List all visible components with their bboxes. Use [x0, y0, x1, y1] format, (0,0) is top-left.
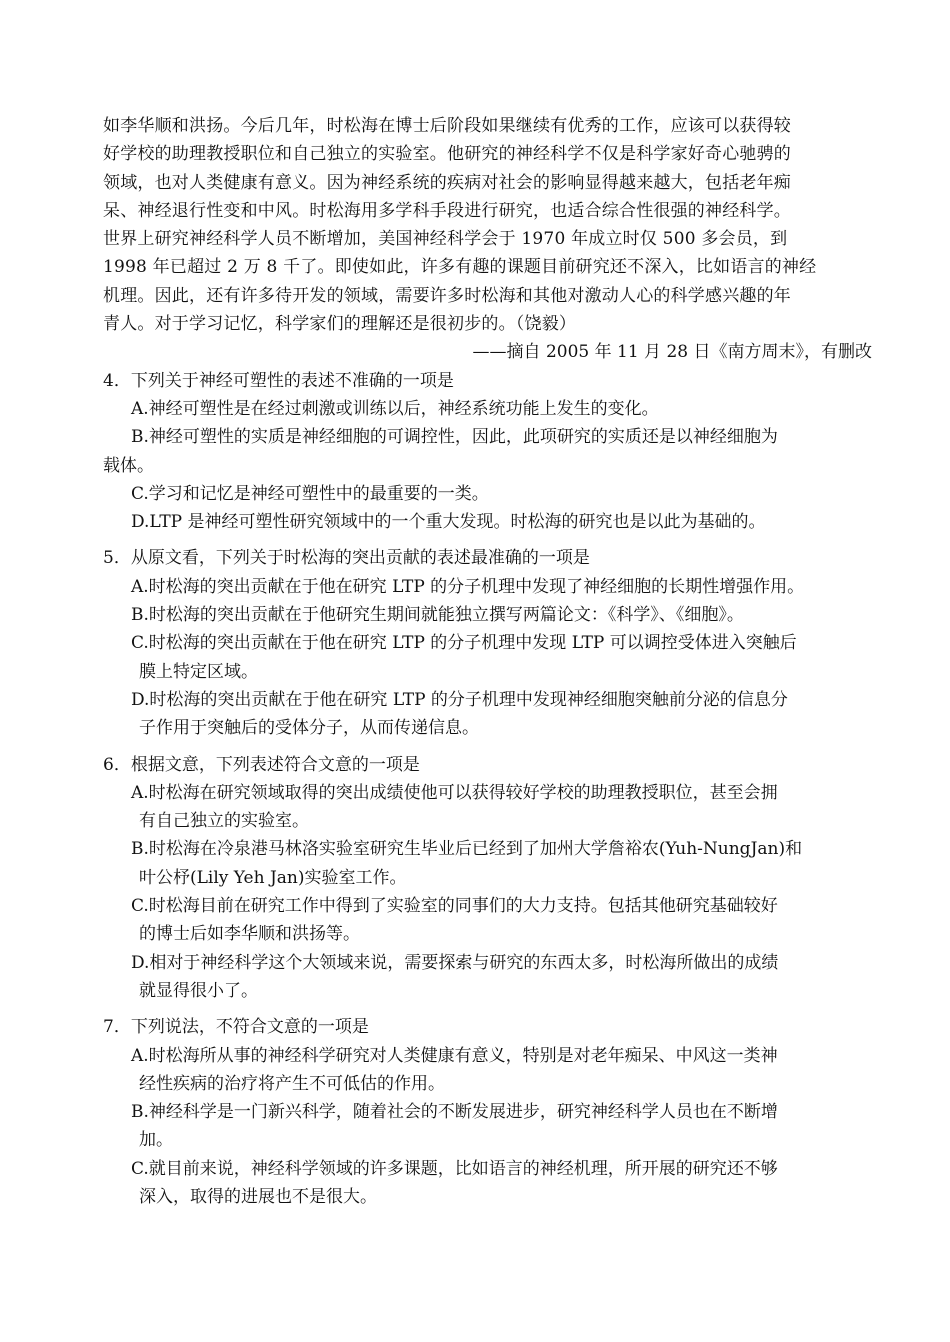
question-stem: 5．从原文看，下列关于时松海的突出贡献的表述最准确的一项是 [103, 548, 590, 569]
option-text: D.LTP 是神经可塑性研究领域中的一个重大发现。时松海的研究也是以此为基础的。 [131, 512, 766, 533]
option-c [103, 629, 872, 686]
passage-text [103, 112, 872, 338]
option-text: B.时松海的突出贡献在于他研究生期间就能独立撰写两篇论文：《科学》、《细胞》。 [131, 605, 744, 626]
passage-line: 好学校的助理教授职位和自己独立的实验室。他研究的神经科学不仅是科学家好奇心驰骋的 [103, 144, 791, 165]
option-c [103, 1155, 872, 1212]
option-text-continued: 载体。 [103, 455, 154, 476]
option-a [103, 779, 872, 836]
option-b [103, 423, 872, 480]
spacer [103, 536, 872, 544]
passage-line: 如李华顺和洪扬。今后几年，时松海在博士后阶段如果继续有优秀的工作，应该可以获得较 [103, 116, 791, 136]
option-text: A.时松海在研究领域取得的突出成绩使他可以获得较好学校的助理教授职位，甚至会拥 [131, 782, 778, 803]
question-stem: 4．下列关于神经可塑性的表述不准确的一项是 [103, 370, 454, 391]
option-text-continued: 的博士后如李华顺和洪扬等。 [139, 924, 360, 945]
option-text: A.时松海所从事的神经科学研究对人类健康有意义，特别是对老年痴呆、中风这一类神 [131, 1045, 778, 1066]
passage-line: 青人。对于学习记忆，科学家们的理解还是很初步的。（饶毅） [103, 314, 577, 335]
option-a [103, 395, 872, 423]
question-stem: 6．根据文意，下列表述符合文意的一项是 [103, 754, 420, 775]
option-text: B.时松海在冷泉港马林洛实验室研究生毕业后已经到了加州大学詹裕农(Yuh-NungJan)和 [131, 839, 803, 860]
question-5 [103, 544, 872, 742]
option-text: C.时松海目前在研究工作中得到了实验室的同事们的大力支持。包括其他研究基础较好 [131, 896, 778, 917]
passage-source: ——摘自 2005 年 11 月 28 日《南方周末》，有删改 [472, 342, 872, 363]
option-c [103, 480, 872, 508]
option-b [103, 835, 872, 892]
option-a [103, 573, 872, 601]
option-text: A.时松海的突出贡献在于他在研究 LTP 的分子机理中发现了神经细胞的长期性增强作用。 [131, 576, 805, 597]
question-6 [103, 751, 872, 1006]
option-text-continued: 子作用于突触后的受体分子，从而传递信息。 [139, 718, 479, 739]
option-text: D.时松海的突出贡献在于他在研究 LTP 的分子机理中发现神经细胞突触前分泌的信息分 [131, 689, 788, 710]
option-d [103, 508, 872, 536]
option-d [103, 949, 872, 1006]
option-c [103, 892, 872, 949]
passage-line: 世界上研究神经科学人员不断增加，美国神经科学会于 1970 年成立时仅 500 多会员，到 [103, 229, 788, 250]
option-text-continued: 加。 [139, 1130, 173, 1151]
option-text: B.神经科学是一门新兴科学，随着社会的不断发展进步，研究神经科学人员也在不断增 [131, 1102, 778, 1123]
option-text-continued: 深入，取得的进展也不是很大。 [139, 1186, 377, 1207]
option-b [103, 1098, 872, 1155]
passage-line: 机理。因此，还有许多待开发的领域，需要许多时松海和其他对激动人心的科学感兴趣的年 [103, 285, 791, 306]
option-text-continued: 叶公杼(Lily Yeh Jan)实验室工作。 [139, 867, 407, 888]
option-a [103, 1042, 872, 1099]
question-7 [103, 1013, 872, 1211]
spacer [103, 743, 872, 751]
option-text: C.就目前来说，神经科学领域的许多课题，比如语言的神经机理，所开展的研究还不够 [131, 1158, 778, 1179]
option-b [103, 601, 872, 629]
option-text: C.时松海的突出贡献在于他在研究 LTP 的分子机理中发现 LTP 可以调控受体进入突触后 [131, 633, 797, 654]
option-text-continued: 膜上特定区域。 [139, 661, 258, 682]
passage-line: 领域，也对人类健康有意义。因为神经系统的疾病对社会的影响显得越来越大，包括老年痴 [103, 172, 791, 193]
question-4 [103, 367, 872, 537]
option-text-continued: 经性疾病的治疗将产生不可低估的作用。 [139, 1073, 445, 1094]
option-text: D.相对于神经科学这个大领域来说，需要探索与研究的东西太多，时松海所做出的成绩 [131, 952, 779, 973]
option-text-continued: 就显得很小了。 [139, 980, 258, 1001]
question-stem: 7．下列说法，不符合文意的一项是 [103, 1017, 369, 1038]
option-d [103, 686, 872, 743]
option-text: C.学习和记忆是神经可塑性中的最重要的一类。 [131, 483, 489, 504]
passage-line: 呆、神经退行性变和中风。时松海用多学科手段进行研究，也适合综合性很强的神经科学。 [103, 200, 791, 221]
passage-line: 1998 年已超过 2 万 8 千了。即使如此，许多有趣的课题目前研究还不深入，比如语言的神经 [103, 257, 817, 278]
option-text: B.神经可塑性的实质是神经细胞的可调控性，因此，此项研究的实质还是以神经细胞为 [131, 427, 778, 448]
option-text-continued: 有自己独立的实验室。 [139, 811, 309, 832]
spacer [103, 1005, 872, 1013]
option-text: A.神经可塑性是在经过刺激或训练以后，神经系统功能上发生的变化。 [131, 398, 659, 419]
